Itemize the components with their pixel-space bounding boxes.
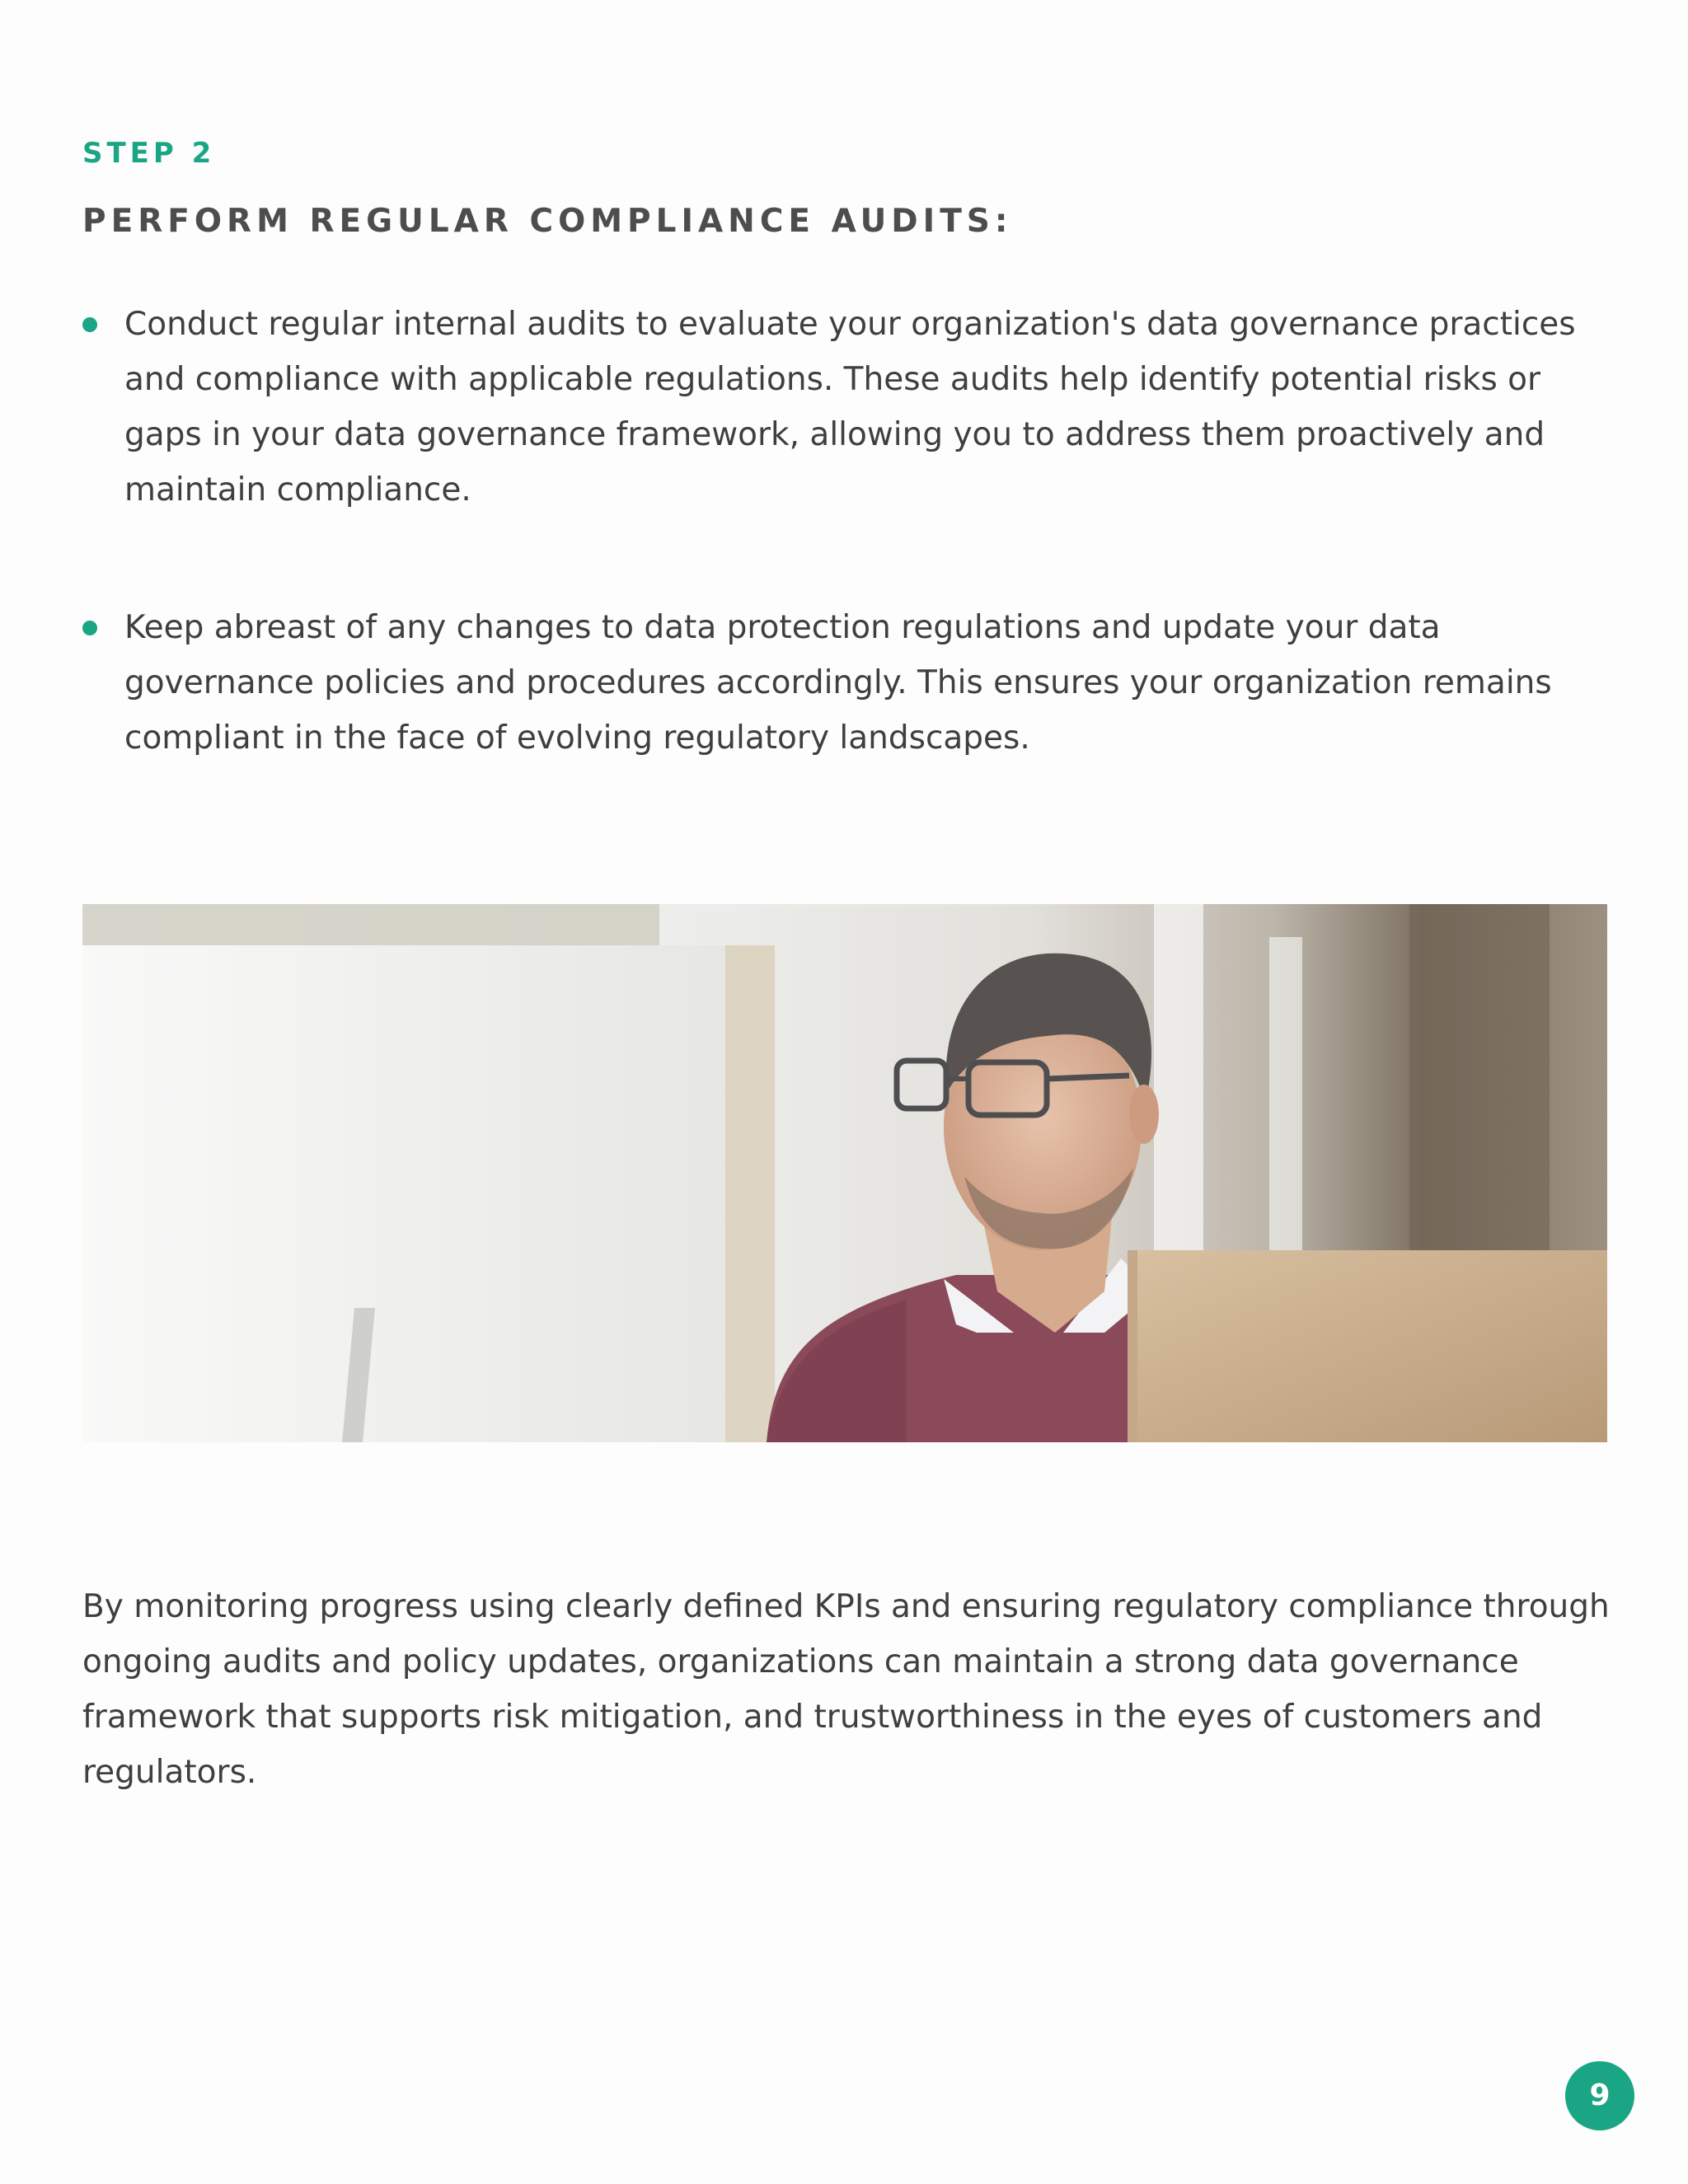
bullet-dot-icon [82, 621, 97, 635]
office-worker-photo [82, 904, 1607, 1442]
page-number-badge: 9 [1565, 2061, 1634, 2130]
bullet-dot-icon [82, 317, 97, 332]
bullet-text: Keep abreast of any changes to data protection regulations and update your data governance policies and procedures accordingly. This ensures your organization remains compliant in the face of evolving regulatory landscapes. [124, 609, 1552, 757]
summary-paragraph: By monitoring progress using clearly defined KPIs and ensuring regulatory compliance through ongoing audits and policy updates, organizations can maintain a strong data governance framework that supports risk mitigation, and trustworthiness in the eyes of customers and regulators. [82, 1588, 1610, 1791]
bullet-list [82, 297, 1615, 766]
bullet-text: Conduct regular internal audits to evaluate your organization's data governance practices and compliance with applicable regulations. These audits help identify potential risks or gaps in your data governance framework, allowing you to address them proactively and maintain compliance. [124, 306, 1576, 509]
section-heading: PERFORM REGULAR COMPLIANCE AUDITS: [82, 203, 1013, 240]
photo-illustration [82, 904, 1607, 1442]
list-item [82, 297, 1615, 518]
step-label: STEP 2 [82, 137, 216, 170]
list-item [82, 600, 1615, 766]
